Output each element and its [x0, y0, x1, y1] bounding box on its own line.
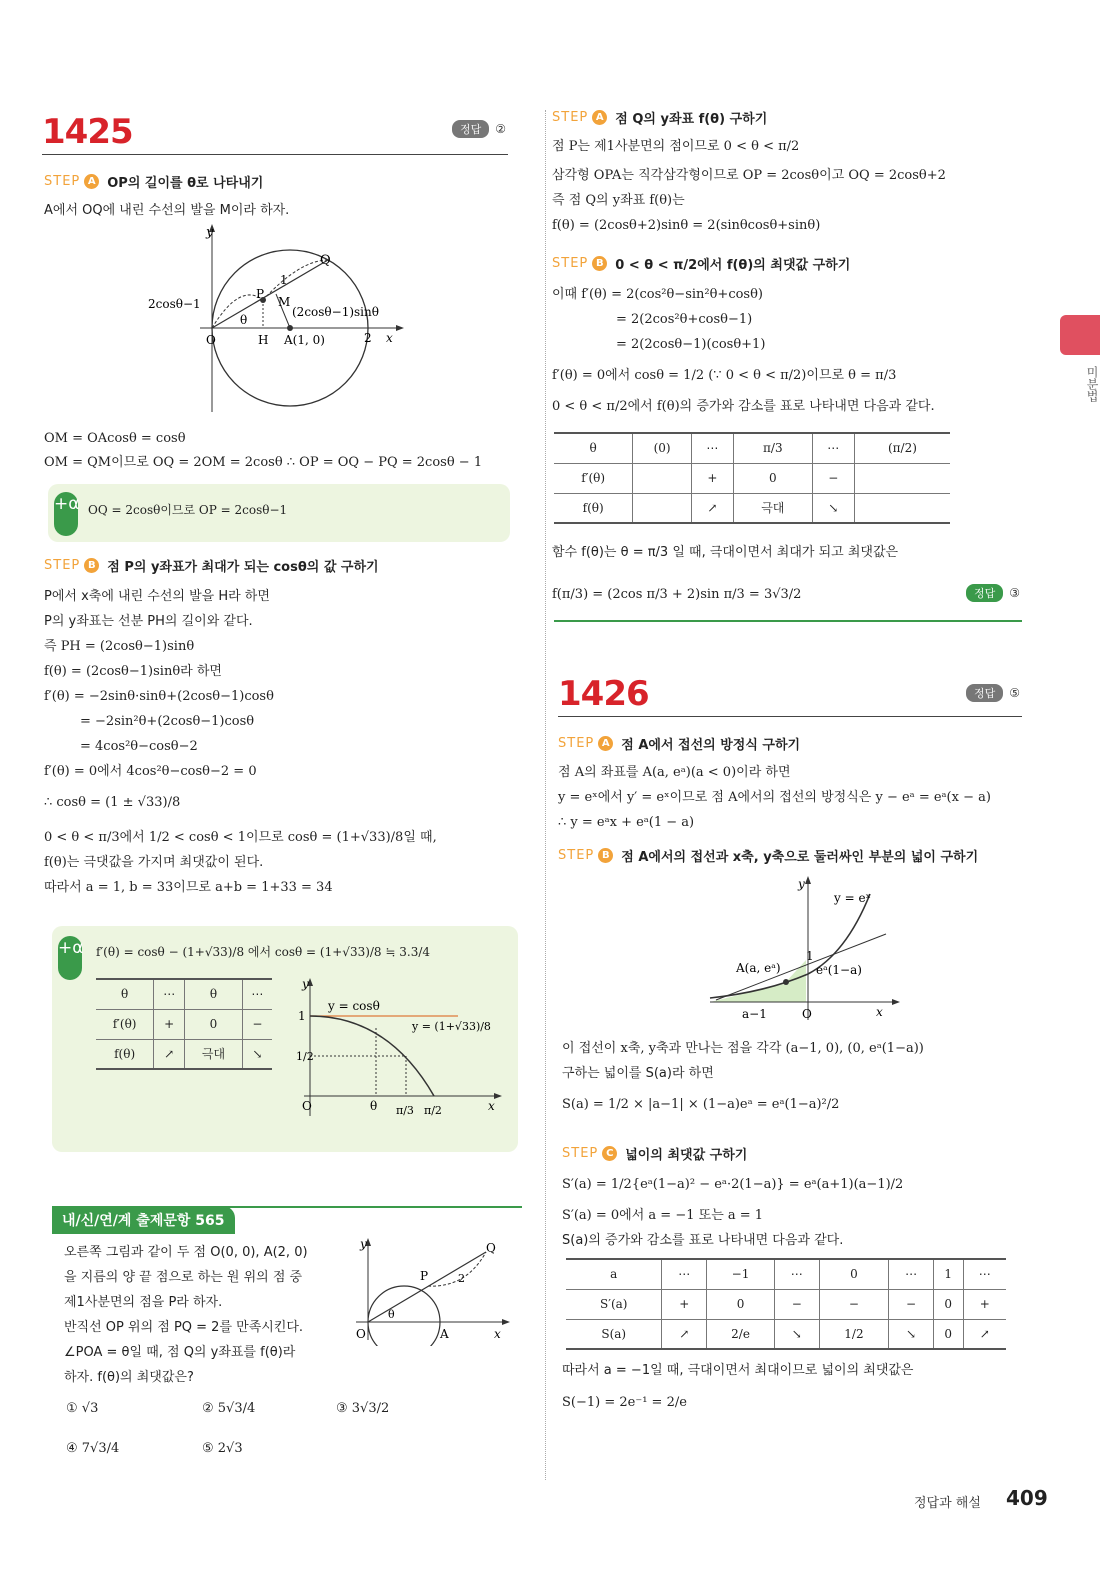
line: OM = OAcosθ = cosθ [44, 431, 186, 446]
tip-text: OQ = 2cosθ이므로 OP = 2cosθ−1 [88, 503, 288, 517]
footer-label: 정답과 해설 [914, 1496, 981, 1511]
svg-text:θ: θ [370, 1099, 378, 1113]
answer-label: 정답 [452, 120, 489, 138]
svg-text:P: P [420, 1269, 429, 1283]
choice-1[interactable]: ① √3 [66, 1401, 99, 1416]
svg-text:y = (1+√33)/8: y = (1+√33)/8 [412, 1020, 491, 1033]
right-step-b-body: 이때 f′(θ) = 2(cos²θ−sin²θ+cosθ) = 2(2cos²θ+cosθ−1) = 2(2cosθ−1)(cosθ+1) f′(θ) = 0에서 cosθ = 1/2 (∵ 0 < θ < π/2)이므로 θ = π/3 0 < θ < π/2에서 f(θ)의 증가와 감소를 표로 나타내면 다음과 같다. [552, 287, 935, 414]
right-step-a-body: 점 P는 제1사분면의 점이므로 0 < θ < π/2 삼각형 OPA는 직각삼각형이므로 OP = 2cosθ이고 OQ = 2cosθ+2 즉 점 Q의 y좌표 f(θ)는 f(θ) = (2cosθ+2)sinθ = 2(sinθcosθ+sinθ) [552, 139, 946, 233]
tip-box-2 [52, 926, 518, 1152]
choice-4[interactable]: ④ 7√3/4 [66, 1441, 120, 1456]
fig-theta: θ [240, 313, 248, 327]
step-a-heading-right: STEP A 점 Q의 y좌표 f(θ) 구하기 [552, 110, 768, 127]
fig-right: (2cosθ−1)sinθ [292, 305, 379, 319]
fig-P: P [256, 287, 265, 301]
svg-text:y: y [360, 1237, 367, 1251]
answer-1425 [452, 120, 506, 138]
svg-text:x: x [876, 1005, 883, 1019]
side-tab[interactable] [1060, 315, 1100, 355]
plus-alpha-icon: +α [58, 936, 82, 980]
link-title: 내/신/연/계 출제문항 565 [52, 1206, 235, 1234]
line: f(π/3) = (2cos π/3 + 2)sin π/3 = 3√3/2 [552, 587, 802, 602]
exp-figure [706, 874, 906, 1024]
page-number: 409 [1006, 1486, 1048, 1510]
side-tab-label: 미분법 [1085, 366, 1099, 402]
answer-1425-right: 정답 ③ [966, 584, 1020, 602]
svg-text:θ: θ [388, 1308, 395, 1321]
green-rule [554, 620, 1022, 622]
svg-text:y: y [302, 977, 309, 991]
svg-text:π/3: π/3 [396, 1104, 414, 1117]
fig-two: 2 [364, 331, 372, 345]
svg-text:π/2: π/2 [424, 1104, 442, 1117]
problem-number-1426: 1426 [558, 674, 649, 714]
step-b-body-1426: 이 접선이 x축, y축과 만나는 점을 각각 (a−1, 0), (0, eᵃ(1−a)) 구하는 넓이를 S(a)라 하면 S(a) = 1/2 × |a−1| × (1−a)eᵃ = eᵃ(1−a)²/2 [562, 1041, 924, 1112]
divider [42, 154, 508, 155]
fig-O: O [206, 333, 216, 347]
step-a-body-1426: 점 A의 좌표를 A(a, eᵃ)(a < 0)이라 하면 y = eˣ에서 y′ = eˣ이므로 점 A에서의 접선의 방정식은 y − eᵃ = eᵃ(x − a) ∴ y = eᵃx + eᵃ(1 − a) [558, 765, 991, 830]
line: OM = QM이므로 OQ = 2OM = 2cosθ ∴ OP = OQ − PQ = 2cosθ − 1 [44, 455, 483, 470]
svg-text:A: A [440, 1327, 449, 1341]
choice-2[interactable]: ② 5√3/4 [202, 1401, 256, 1416]
svg-text:y: y [798, 877, 805, 891]
choice-3[interactable]: ③ 3√3/2 [336, 1401, 390, 1416]
svg-text:y = eˣ: y = eˣ [834, 891, 871, 905]
link-figure [346, 1236, 516, 1346]
fig-one: 1 [280, 273, 288, 287]
fig-H: H [258, 333, 269, 347]
step-b-heading-right: STEP B 0 < θ < π/2에서 f(θ)의 최댓값 구하기 [552, 256, 851, 273]
choice-5[interactable]: ⑤ 2√3 [202, 1441, 243, 1456]
fig-x: x [386, 331, 393, 345]
svg-text:1: 1 [298, 1009, 306, 1023]
tip-table: θ ⋯ θ ⋯ f′(θ) + 0 − f(θ) ↗ 극대 ↘ [96, 978, 272, 1070]
column-divider [545, 110, 546, 1480]
line: A에서 OQ에 내린 수선의 발을 M이라 하자. [44, 203, 290, 218]
line: S(−1) = 2e⁻¹ = 2/e [562, 1395, 687, 1410]
fig-y: y [206, 225, 214, 240]
svg-text:x: x [494, 1327, 501, 1341]
divider [558, 716, 1022, 717]
fig-M: M [278, 295, 291, 309]
tip-text: f′(θ) = cosθ − (1+√33)/8 에서 cosθ = (1+√33)/8 ≒ 3.3/4 [96, 945, 431, 959]
step-c-heading-1426: STEP C 넓이의 최댓값 구하기 [562, 1146, 748, 1163]
svg-text:y = cosθ: y = cosθ [328, 999, 380, 1013]
svg-text:O: O [802, 1007, 812, 1021]
step-b-body: P에서 x축에 내린 수선의 발을 H라 하면 P의 y좌표는 선분 PH의 길이와 같다. 즉 PH = (2cosθ−1)sinθ f(θ) = (2cosθ−1)sinθ라 하면 f′(θ) = −2sinθ·sinθ+(2cosθ−1)cosθ = −2sin²θ+(2cosθ−1)cosθ = 4cos²θ−cosθ−2 f′(θ) = 0에서 4cos²θ−cosθ−2 = 0 ∴ cosθ = (1 ± √33)/8 0 < θ < π/3에서 1/2 < cosθ < 1이므로 cosθ = (1+√33)/8일 때, f(θ)는 극댓값을 가지며 최댓값이 된다. 따라서 a = 1, b = 33이므로 a+b = 1+33 = 34 [44, 589, 437, 895]
svg-text:O: O [302, 1099, 312, 1113]
fig-left: 2cosθ−1 [148, 297, 201, 311]
svg-text:a−1: a−1 [742, 1007, 767, 1021]
problem-number-1425: 1425 [42, 112, 133, 152]
svg-text:1: 1 [806, 949, 814, 963]
line: 함수 f(θ)는 θ = π/3 일 때, 극대이면서 최대가 되고 최댓값은 [552, 545, 899, 560]
svg-text:2: 2 [458, 1272, 465, 1285]
svg-text:1/2: 1/2 [296, 1050, 314, 1063]
fig-Q: Q [320, 253, 331, 268]
cos-graph [288, 976, 508, 1126]
svg-text:O: O [356, 1327, 366, 1341]
step-b-heading-1426: STEP B 점 A에서의 접선과 x축, y축으로 둘러싸인 부분의 넓이 구하기 [558, 848, 979, 865]
tip-box-1 [48, 484, 510, 542]
svg-text:Q: Q [486, 1241, 496, 1255]
svg-text:A(a, eᵃ): A(a, eᵃ) [736, 961, 781, 975]
svg-text:x: x [488, 1099, 495, 1113]
fig-A: A(1, 0) [284, 333, 325, 347]
link-question: 오른쪽 그림과 같이 두 점 O(0, 0), A(2, 0) 을 지름의 양 끝 점으로 하는 원 위의 점 중 제1사분면의 점을 P라 하자. 반직선 OP 위의 점 PQ = 2를 만족시킨다. ∠POA = θ일 때, 점 Q의 y좌표를 f(θ)라 하자. f(θ)의 최댓값은? [64, 1245, 308, 1385]
right-table-1425: θ (0) ⋯ π/3 ⋯ (π/2) f′(θ) + 0 − f(θ) ↗ 극대 ↘ [554, 432, 950, 524]
line: 따라서 a = −1일 때, 극대이면서 최대이므로 넓이의 최댓값은 [562, 1363, 914, 1378]
circle-figure [140, 222, 420, 422]
step-b-heading: STEP B 점 P의 y좌표가 최대가 되는 cosθ의 값 구하기 [44, 558, 379, 575]
answer-1426: 정답 ⑤ [966, 684, 1020, 702]
plus-alpha-icon: +α [54, 492, 78, 536]
step-c-body-1426: S′(a) = 1/2{eᵃ(1−a)² − eᵃ·2(1−a)} = eᵃ(a+1)(a−1)/2 S′(a) = 0에서 a = −1 또는 a = 1 S(a)의 증가와 감소를 표로 나타내면 다음과 같다. [562, 1177, 904, 1248]
svg-text:eᵃ(1−a): eᵃ(1−a) [816, 963, 862, 977]
step-a-heading: STEP A OP의 길이를 θ로 나타내기 [44, 174, 264, 191]
step-a-heading-1426: STEP A 점 A에서 접선의 방정식 구하기 [558, 736, 801, 753]
table-1426: a ⋯ −1 ⋯ 0 ⋯ 1 ⋯ S′(a) + 0 − − − 0 + S(a) ↗ 2/e ↘ 1/2 ↘ 0 ↗ [566, 1258, 1006, 1350]
answer-value: ② [495, 122, 507, 136]
